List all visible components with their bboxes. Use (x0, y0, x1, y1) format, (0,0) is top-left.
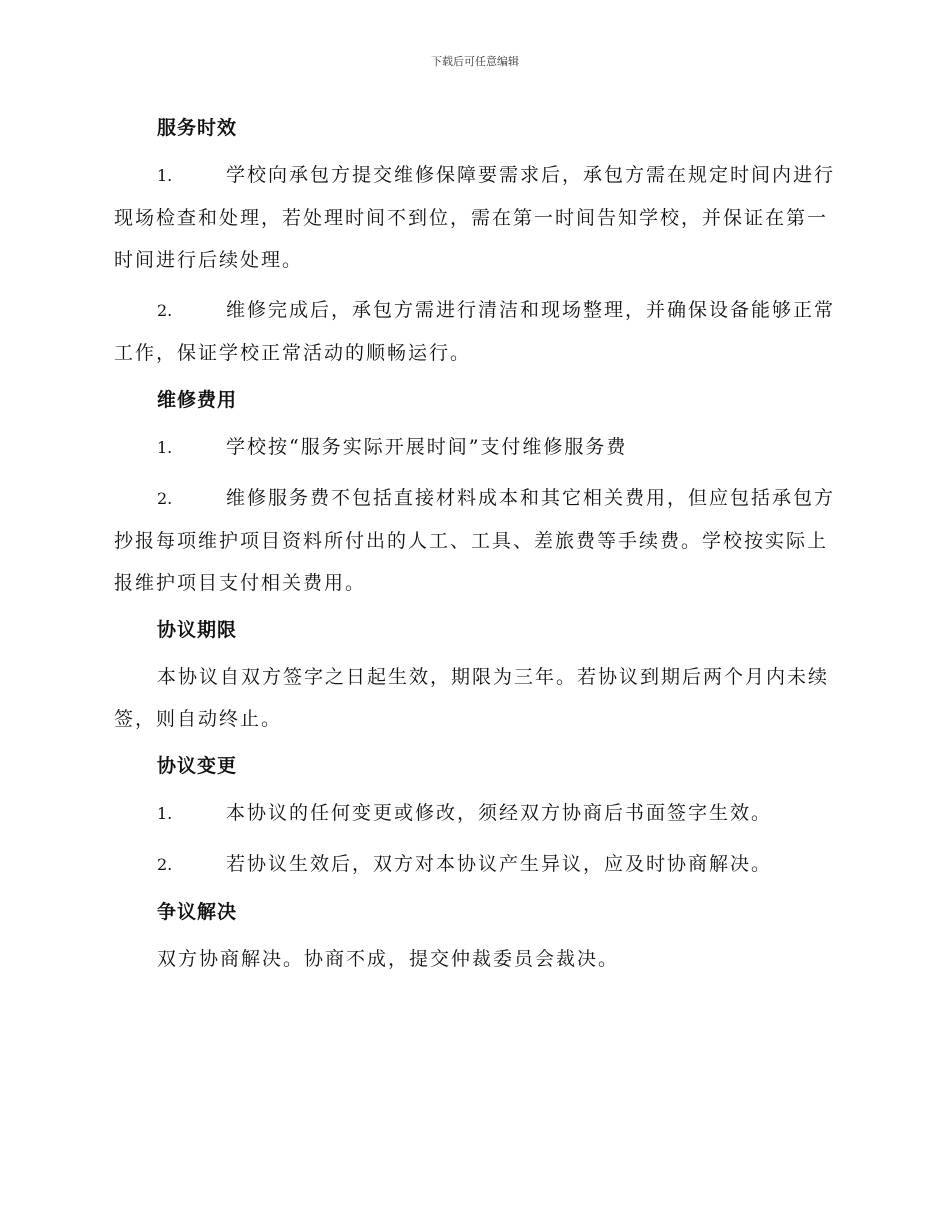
item-text: 学校按“服务实际开展时间”支付维修服务费 (226, 436, 628, 458)
item-number: 1. (157, 804, 173, 823)
section-heading: 维修费用 (157, 389, 238, 411)
list-item (114, 843, 836, 886)
section-heading: 争议解决 (157, 901, 238, 923)
item-number: 2. (157, 489, 173, 508)
item-text: 维修服务费不包括直接材料成本和其它相关费用，但应包括承包方抄报每项维护项目资料所付出的人工、工具、差旅费等手续费。学校按实际上报维护项目支付相关费用。 (114, 487, 836, 594)
section-heading: 服务时效 (157, 117, 238, 139)
list-item (114, 792, 836, 835)
list-item (114, 426, 836, 469)
list-item (114, 154, 836, 281)
list-item (114, 477, 836, 604)
section-paragraph: 双方协商解决。协商不成，提交仲裁委员会裁决。 (157, 948, 620, 970)
section-service-timeliness (114, 110, 836, 374)
section-repair-fees (114, 382, 836, 604)
section-heading: 协议变更 (157, 755, 238, 777)
item-number: 1. (157, 166, 173, 185)
section-heading: 协议期限 (157, 619, 238, 641)
item-text: 若协议生效后，双方对本协议产生异议，应及时协商解决。 (226, 853, 773, 875)
item-number: 1. (157, 438, 173, 457)
section-dispute-resolution (114, 894, 836, 980)
item-text: 本协议的任何变更或修改，须经双方协商后书面签字生效。 (226, 802, 773, 824)
section-agreement-changes (114, 748, 836, 886)
item-text: 维修完成后，承包方需进行清洁和现场整理，并确保设备能够正常工作，保证学校正常活动的顺畅运行。 (114, 299, 836, 364)
item-number: 2. (157, 301, 173, 320)
list-item (114, 289, 836, 374)
document-body (114, 110, 836, 988)
section-agreement-term (114, 612, 836, 740)
item-text: 学校向承包方提交维修保障要需求后，承包方需在规定时间内进行现场检查和处理，若处理时间不到位，需在第一时间告知学校，并保证在第一时间进行后续处理。 (114, 164, 836, 271)
item-number: 2. (157, 855, 173, 874)
section-paragraph: 本协议自双方签字之日起生效，期限为三年。若协议到期后两个月内未续签，则自动终止。 (114, 666, 830, 730)
header-note: 下载后可任意编辑 (431, 55, 519, 68)
